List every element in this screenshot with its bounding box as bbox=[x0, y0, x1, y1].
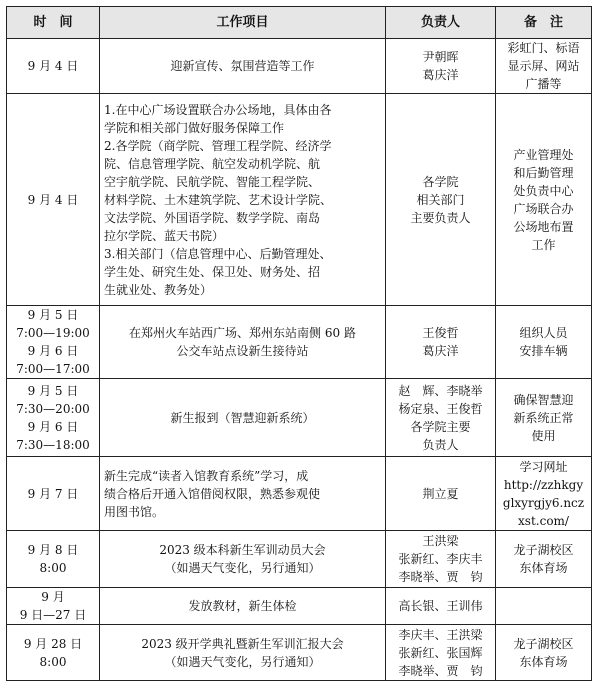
time-cell bbox=[7, 94, 100, 306]
owner-text: 王洪梁 bbox=[422, 534, 459, 548]
project-text: 学生处、研究生处、保卫处、财务处、招 bbox=[104, 264, 321, 279]
project-text: 生就业处、教务处） bbox=[104, 282, 213, 297]
owner-cell bbox=[386, 457, 496, 531]
owner-cell bbox=[386, 625, 496, 681]
note-text: 和后勤管理 bbox=[513, 165, 574, 180]
note-text: 组织人员 bbox=[519, 326, 568, 340]
project-cell bbox=[100, 306, 386, 379]
time-text: 9 月 5 日 bbox=[27, 308, 79, 322]
time-text: 8:00 bbox=[39, 561, 67, 575]
table-row bbox=[7, 588, 592, 625]
note-cell bbox=[496, 94, 592, 306]
project-cell bbox=[100, 94, 386, 306]
project-text: 材料学院、土木建筑学院、艺术设计学院、 bbox=[104, 192, 333, 207]
header-project: 工作项目 bbox=[100, 7, 386, 39]
time-cell bbox=[7, 588, 100, 625]
header-note: 备 注 bbox=[496, 7, 592, 39]
note-text: 东体育场 bbox=[519, 654, 568, 669]
note-text: 广场联合办 bbox=[513, 201, 574, 216]
table-row bbox=[7, 531, 592, 588]
note-cell bbox=[496, 588, 592, 625]
note-text: 使用 bbox=[531, 428, 556, 443]
note-text: 龙子湖校区 bbox=[513, 636, 574, 651]
note-text: 龙子湖校区 bbox=[513, 543, 574, 557]
project-cell bbox=[100, 625, 386, 681]
project-text: 2023 级开学典礼暨新生军训汇报大会 bbox=[141, 636, 344, 651]
table-row bbox=[7, 94, 592, 306]
owner-text: 荆立夏 bbox=[422, 486, 459, 501]
owner-text: 主要负责人 bbox=[410, 210, 471, 225]
time-cell bbox=[7, 306, 100, 379]
owner-text: 王俊哲 bbox=[422, 326, 459, 340]
project-cell bbox=[100, 531, 386, 588]
project-text: 学院和相关部门做好服务保障工作 bbox=[104, 120, 285, 135]
project-cell bbox=[100, 457, 386, 531]
owner-text: 赵 辉、李晓举 bbox=[398, 383, 483, 398]
table-row bbox=[7, 379, 592, 457]
project-text: （如遇天气变化，另行通知） bbox=[164, 654, 321, 669]
owner-text: 李庆丰、王洪梁 bbox=[398, 627, 483, 642]
owner-text: 相关部门 bbox=[416, 192, 465, 207]
project-text: 1.在中心广场设置联合办公场地，具体由各 bbox=[104, 102, 332, 117]
note-text: glxyrgjy6.ncz bbox=[502, 495, 585, 510]
project-text: 2.各学院（商学院、管理工程学院、经济学 bbox=[104, 138, 332, 153]
project-text: 3.相关部门（信息管理中心、后勤管理处、 bbox=[104, 246, 332, 261]
table-row bbox=[7, 625, 592, 681]
owner-text: 高长银、王训伟 bbox=[398, 599, 483, 613]
time-text: 9 月 6 日 bbox=[27, 419, 79, 434]
time-text: 7:00—17:00 bbox=[16, 362, 90, 376]
note-cell bbox=[496, 306, 592, 379]
note-text: 公场地布置 bbox=[513, 219, 574, 234]
note-text: 新系统正常 bbox=[513, 410, 574, 425]
project-text: 拉尔学院、蓝天书院） bbox=[104, 228, 225, 243]
table-row bbox=[7, 457, 592, 531]
owner-text: 葛庆洋 bbox=[422, 344, 459, 358]
schedule-table-wrapper bbox=[6, 6, 592, 681]
project-text: （如遇天气变化，另行通知） bbox=[164, 561, 321, 575]
table-row bbox=[7, 39, 592, 94]
note-text: xst.com/ bbox=[518, 513, 569, 528]
table-row bbox=[7, 306, 592, 379]
time-cell bbox=[7, 457, 100, 531]
owner-text: 各学院主要 bbox=[410, 419, 471, 434]
header-time: 时 间 bbox=[7, 7, 100, 39]
time-text: 9 月 28 日 bbox=[23, 636, 83, 651]
owner-text: 李晓举、贾 钧 bbox=[398, 663, 483, 678]
time-text: 7:00—19:00 bbox=[16, 326, 90, 340]
time-text: 9 月 4 日 bbox=[27, 192, 79, 207]
note-text: 东体育场 bbox=[519, 561, 568, 575]
project-text: 迎新宣传、氛围营造等工作 bbox=[170, 59, 315, 73]
project-text: 2023 级本科新生军训动员大会 bbox=[159, 543, 326, 557]
time-text: 9 月 5 日 bbox=[27, 383, 79, 398]
project-text: 文法学院、外国语学院、数学学院、南岛 bbox=[104, 210, 321, 225]
project-text: 院、信息管理学院、航空发动机学院、航 bbox=[104, 156, 321, 171]
note-text: 工作 bbox=[531, 237, 556, 252]
project-cell bbox=[100, 39, 386, 94]
owner-text: 李晓举、贾 钧 bbox=[398, 570, 483, 584]
note-cell bbox=[496, 379, 592, 457]
schedule-table bbox=[6, 6, 592, 681]
note-cell bbox=[496, 457, 592, 531]
time-text: 7:30—18:00 bbox=[16, 437, 90, 452]
time-text: 9 月 8 日 bbox=[27, 543, 79, 557]
note-text: 安排车辆 bbox=[519, 344, 568, 358]
owner-text: 葛庆洋 bbox=[422, 68, 459, 82]
note-text: 广播等 bbox=[525, 77, 562, 91]
time-cell bbox=[7, 39, 100, 94]
project-text: 公交车站点设新生接待站 bbox=[176, 344, 309, 358]
owner-cell bbox=[386, 379, 496, 457]
owner-cell bbox=[386, 39, 496, 94]
owner-text: 负责人 bbox=[422, 437, 459, 452]
time-text: 9 日—27 日 bbox=[19, 608, 87, 622]
note-text: 显示屏、网站 bbox=[507, 59, 580, 73]
project-cell bbox=[100, 588, 386, 625]
owner-text: 张新红、李庆丰 bbox=[398, 552, 483, 566]
time-text: 7:30—20:00 bbox=[16, 401, 90, 416]
note-cell bbox=[496, 531, 592, 588]
project-text: 新生完成“读者入馆教育系统”学习，成 bbox=[104, 468, 309, 483]
project-text: 用图书馆。 bbox=[104, 504, 165, 519]
header-owner: 负责人 bbox=[386, 7, 496, 39]
owner-cell bbox=[386, 531, 496, 588]
note-cell bbox=[496, 39, 592, 94]
owner-cell bbox=[386, 306, 496, 379]
project-text: 新生报到（智慧迎新系统） bbox=[170, 410, 315, 425]
time-cell bbox=[7, 531, 100, 588]
note-text: http://zzhkgy bbox=[503, 477, 584, 492]
note-text: 确保智慧迎 bbox=[513, 392, 574, 407]
owner-text: 尹朝晖 bbox=[422, 50, 459, 64]
time-text: 9 月 4 日 bbox=[27, 59, 79, 73]
owner-text: 张新红、张国辉 bbox=[398, 645, 483, 660]
note-text: 产业管理处 bbox=[513, 147, 574, 162]
owner-text: 杨定泉、王俊哲 bbox=[398, 401, 483, 416]
time-text: 9 月 7 日 bbox=[27, 486, 79, 501]
note-text: 处负责中心 bbox=[513, 183, 574, 198]
owner-cell bbox=[386, 94, 496, 306]
time-cell bbox=[7, 379, 100, 457]
note-cell bbox=[496, 625, 592, 681]
time-text: 9 月 bbox=[41, 590, 65, 604]
note-text: 彩虹门、标语 bbox=[507, 41, 580, 55]
note-text: 学习网址 bbox=[519, 459, 568, 474]
owner-text: 各学院 bbox=[422, 174, 459, 189]
time-cell bbox=[7, 625, 100, 681]
project-text: 发放教材，新生体检 bbox=[188, 599, 297, 613]
project-text: 在郑州火车站西广场、郑州东站南侧 60 路 bbox=[129, 326, 356, 340]
project-text: 空宇航学院、民航学院、智能工程学院、 bbox=[104, 174, 321, 189]
time-text: 8:00 bbox=[39, 654, 67, 669]
project-text: 绩合格后开通入馆借阅权限，熟悉参观使 bbox=[104, 486, 321, 501]
header-row bbox=[7, 7, 592, 39]
time-text: 9 月 6 日 bbox=[27, 344, 79, 358]
owner-cell bbox=[386, 588, 496, 625]
project-cell bbox=[100, 379, 386, 457]
